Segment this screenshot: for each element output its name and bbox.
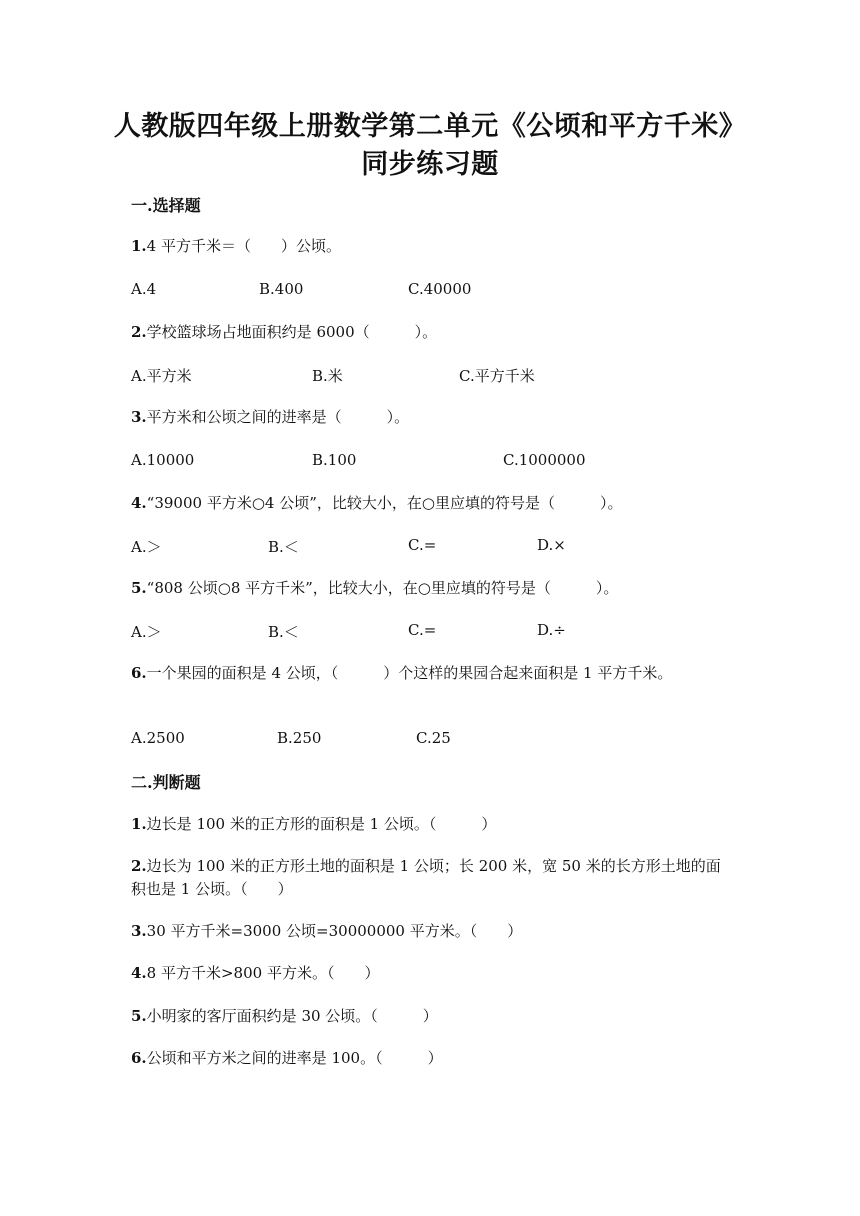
option-b: B.＜ [268,538,299,556]
option-b: B.米 [312,367,343,385]
question-number: 5. [131,1007,147,1025]
question-text: “39000 平方米○4 公顷”，比较大小，在○里应填的符号是（ ）。 [146,494,623,512]
option-c: C.平方千米 [459,367,535,385]
choice-question-3 [131,406,731,429]
page-title-line1: 人教版四年级上册数学第二单元《公顷和平方千米》 [113,111,747,142]
question-number: 3. [131,408,147,426]
option-b: B.＜ [268,623,299,641]
question-number: 5. [131,579,147,597]
question-text: 小明家的客厅面积约是 30 公顷。（ ） [146,1007,438,1025]
option-a: A.＞ [131,623,162,641]
question-number: 4. [131,494,147,512]
choice-question-4 [131,492,731,515]
choice-question-2 [131,321,731,344]
option-a: A.10000 [131,451,195,469]
choice-question-6 [131,662,721,685]
page-title-line2: 同步练习题 [361,149,499,180]
judgement-question-5 [131,1005,731,1028]
judgement-question-3 [131,920,731,943]
question-number: 2. [131,323,147,341]
judgement-question-6 [131,1047,731,1070]
question-text: 平方米和公顷之间的进率是（ ）。 [146,408,410,426]
question-text: 学校篮球场占地面积约是 6000（ ）。 [146,323,438,341]
judgement-question-1 [131,813,731,836]
choice-question-5 [131,577,731,600]
section-heading-judgement: 二.判断题 [131,773,201,792]
option-b: B.100 [312,451,357,469]
question-number: 1. [131,237,147,255]
question-number: 2. [131,857,147,875]
option-d: D.÷ [537,621,566,639]
question-text: 边长为 100 米的正方形土地的面积是 1 公顷；长 200 米，宽 50 米的长方形土地的面积也是 1 公顷。（ ） [131,857,721,898]
question-number: 3. [131,922,147,940]
question-text: 4 平方千米＝（ ）公顷。 [146,237,341,255]
judgement-question-2 [131,855,729,901]
option-b: B.400 [259,280,304,298]
option-c: C.= [408,621,437,639]
option-a: A.＞ [131,538,162,556]
option-c: C.1000000 [503,451,586,469]
question-number: 6. [131,664,147,682]
option-b: B.250 [277,729,322,747]
option-c: C.40000 [408,280,472,298]
option-a: A.4 [131,280,157,298]
option-c: C.25 [416,729,451,747]
question-text: 一个果园的面积是 4 公顷，（ ）个这样的果园合起来面积是 1 平方千米。 [146,664,673,682]
option-a: A.平方米 [131,367,192,385]
question-text: 公顷和平方米之间的进率是 100。（ ） [146,1049,443,1067]
question-number: 1. [131,815,147,833]
choice-question-1 [131,235,731,258]
option-a: A.2500 [131,729,185,747]
option-d: D.× [537,536,566,554]
section-heading-choice: 一.选择题 [131,196,201,215]
question-text: 30 平方千米=3000 公顷=30000000 平方米。（ ） [146,922,523,940]
judgement-question-4 [131,962,731,985]
question-number: 6. [131,1049,147,1067]
question-text: 边长是 100 米的正方形的面积是 1 公顷。（ ） [146,815,497,833]
option-c: C.= [408,536,437,554]
question-number: 4. [131,964,147,982]
question-text: 8 平方千米>800 平方米。（ ） [146,964,380,982]
question-text: “808 公顷○8 平方千米”，比较大小，在○里应填的符号是（ ）。 [146,579,619,597]
